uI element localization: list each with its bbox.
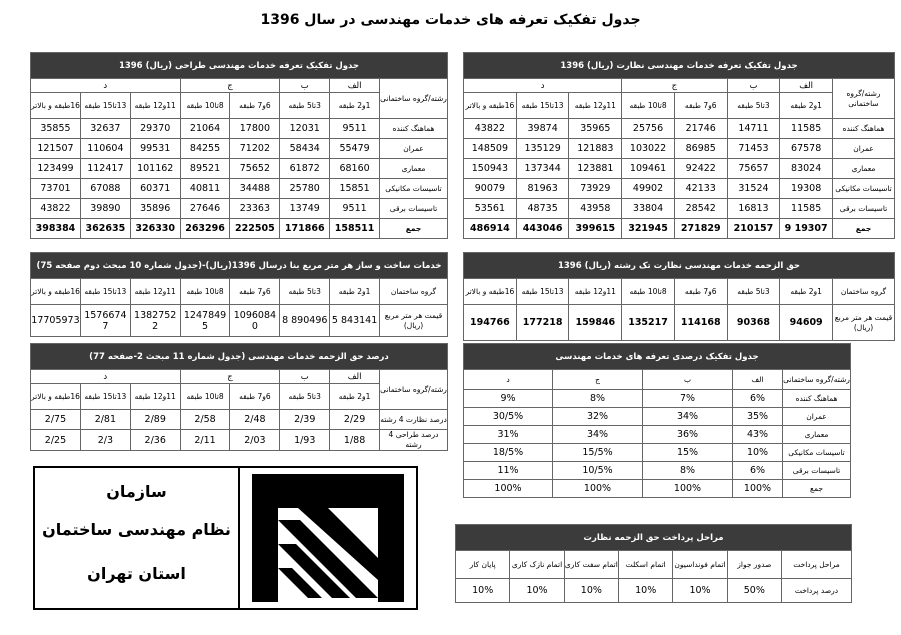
column-header: الف [733,370,783,390]
table-cell: 43% [733,426,783,444]
table-cell: 15851 [330,179,380,199]
table-cell: 49902 [622,179,675,199]
subcolumn-header: 3تا5 طبقه [280,93,330,119]
table-cell: 75652 [230,159,280,179]
subcolumn-header: 6و7 طبقه [230,279,280,305]
table-cell: 43958 [569,199,622,219]
table-cell: 34488 [230,179,280,199]
table-cell: 135217 [622,305,675,341]
subcolumn-header: 1و2 طبقه [780,93,833,119]
org-line-3: استان تهران [87,564,186,583]
subcolumn-header: 1و2 طبقه [330,384,380,410]
table-row [464,444,851,462]
table-cell: 2/75 [31,410,81,430]
subcolumn-header: 3تا5 طبقه [280,384,330,410]
table-cell: 326330 [130,219,180,239]
table-cell: 19308 [780,179,833,199]
engineering-organization-logo-icon [240,468,416,608]
organization-logo-box [238,466,418,610]
table-cell: 58434 [280,139,330,159]
table-cell: 84255 [180,139,230,159]
table-cell: 18/5% [464,444,553,462]
table-cell: 6% [733,462,783,480]
column-header: مراحل پرداخت [782,551,852,579]
subcolumn-header: 6و7 طبقه [674,93,727,119]
table-cell: 110604 [80,139,130,159]
group-header: ب [280,79,330,93]
table-cell: 71202 [230,139,280,159]
table-cell: 17800 [230,119,280,139]
group-header: د [464,79,622,93]
table-row [31,199,448,219]
table-cell: 2/03 [230,430,280,451]
table-cell: 73701 [31,179,81,199]
column-header: اتمام فونداسیون [673,551,727,579]
table-cell: 123499 [31,159,81,179]
table-cell: 15/5% [553,444,643,462]
table-cell: 67088 [80,179,130,199]
subcolumn-header: 13تا15 طبقه [516,93,569,119]
table-cell: 100% [643,480,733,498]
table-cell: 135129 [516,139,569,159]
group-header: الف [330,79,380,93]
row-header: رشته/گروه ساختمانی [833,79,895,119]
subcolumn-header: 3تا5 طبقه [280,279,330,305]
subcolumn-header: 11و12 طبقه [130,384,180,410]
table-cell: 99531 [130,139,180,159]
table-cell: 11585 [780,119,833,139]
subcolumn-header: 13تا15 طبقه [80,279,130,305]
column-header: د [464,370,553,390]
table-cell: 2/29 [330,410,380,430]
table-cell: 137344 [516,159,569,179]
table-cell: 35896 [130,199,180,219]
row-label: تاسیسات برقی [783,462,851,480]
table-cell: 123881 [569,159,622,179]
table-cell: 112417 [80,159,130,179]
group-header: ج [180,79,280,93]
table-row [464,480,851,498]
table-cell: 43822 [31,199,81,219]
table-cell: 443046 [516,219,569,239]
table-title: حق الزحمه خدمات مهندسی نظارت تک رشته (ریال) 1396 [464,253,895,279]
subcolumn-header: 8تا10 طبقه [180,384,230,410]
row-label: درصد طراحی 4 رشته [380,430,448,451]
subcolumn-header: 3تا5 طبقه [727,279,780,305]
fee-percent-table [30,343,448,451]
table-cell: 148509 [464,139,517,159]
table-cell: 321945 [622,219,675,239]
table-cell: 75657 [727,159,780,179]
row-label: هماهنگ کننده [783,390,851,408]
table-cell: 34% [553,426,643,444]
column-header: صدور جواز [727,551,781,579]
subcolumn-header: 13تا15 طبقه [516,279,569,305]
row-label: قیمت هر متر مربع (ریال) [833,305,895,341]
table-cell: 32637 [80,119,130,139]
table-cell: 101162 [130,159,180,179]
subcolumn-header: 16طبقه و بالاتر [31,93,81,119]
table-cell: 73929 [569,179,622,199]
table-cell: 67578 [780,139,833,159]
table-cell: 8% [553,390,643,408]
subcolumn-header: 13تا15 طبقه [80,93,130,119]
table-cell: 121507 [31,139,81,159]
table-cell: 90079 [464,179,517,199]
table-cell: 486914 [464,219,517,239]
organization-name-box [33,466,240,610]
table-title: جدول تفکیک تعرفه خدمات مهندسی نظارت (ریال) 1396 [464,53,895,79]
column-header: اتمام نازک کاری [510,551,564,579]
group-header: د [31,79,181,93]
row-label: هماهنگ کننده [380,119,448,139]
row-label: تاسیسات مکانیکی [783,444,851,462]
table-cell: 16813 [727,199,780,219]
table-title: درصد حق الزحمه خدمات مهندسی (جدول شماره 11 مبحث 2-صفحه 77) [31,344,448,370]
row-label: عمران [380,139,448,159]
table-cell: 398384 [31,219,81,239]
table-cell: 14711 [727,119,780,139]
table-cell: 100% [553,480,643,498]
table-cell: 103022 [622,139,675,159]
single-supervision-table [463,252,895,341]
table-cell: 8% [643,462,733,480]
construction-cost-table [30,252,448,337]
table-cell: 210157 [727,219,780,239]
table-cell: 100% [464,480,553,498]
subcolumn-header: 11و12 طبقه [569,279,622,305]
table-cell: 36% [643,426,733,444]
table-cell: 61872 [280,159,330,179]
table-cell: 71453 [727,139,780,159]
subcolumn-header: 6و7 طبقه [230,93,280,119]
table-cell: 90368 [727,305,780,341]
table-cell: 10% [673,579,727,603]
table-cell: 35965 [569,119,622,139]
table-cell: 1247849 5 [180,305,230,337]
table-cell: 83024 [780,159,833,179]
subcolumn-header: 8تا10 طبقه [622,93,675,119]
table-cell: 6% [733,390,783,408]
subcolumn-header: 11و12 طبقه [130,279,180,305]
table-cell: 1096084 0 [230,305,280,337]
table-cell: 25780 [280,179,330,199]
table-cell: 12031 [280,119,330,139]
table-cell: 39890 [80,199,130,219]
row-label: تاسیسات برقی [380,199,448,219]
row-header: رشته/گروه ساختمانی [380,79,448,119]
table-cell: 23363 [230,199,280,219]
table-cell: 53561 [464,199,517,219]
page-title: جدول تفکیک تعرفه های خدمات مهندسی در سال 1396 [260,12,641,28]
table-cell: 92422 [674,159,727,179]
table-cell: 2/81 [80,410,130,430]
table-row [464,179,895,199]
group-header: الف [780,79,833,93]
table-cell: 121883 [569,139,622,159]
table-cell: 60371 [130,179,180,199]
org-line-2: نظام مهندسی ساختمان [42,520,231,539]
subcolumn-header: 6و7 طبقه [674,279,727,305]
table-title: خدمات ساخت و ساز هر متر مربع بنا درسال 1396(ریال)-(جدول شماره 10 مبحث دوم صفحه 75) [31,253,448,279]
row-header: گروه ساختمان [833,279,895,305]
subcolumn-header: 8تا10 طبقه [180,93,230,119]
table-row [464,462,851,480]
row-label: جمع [833,219,895,239]
org-line-1: سازمان [106,482,167,501]
table-cell: 271829 [674,219,727,239]
subcolumn-header: 11و12 طبقه [569,93,622,119]
table-cell: 9% [464,390,553,408]
table-cell: 10% [456,579,510,603]
table-cell: 48735 [516,199,569,219]
column-header: اتمام سفت کاری [564,551,618,579]
group-header: د [31,370,181,384]
table-row [464,408,851,426]
table-row [464,219,895,239]
table-row [464,199,895,219]
table-cell: 171866 [280,219,330,239]
table-cell: 33804 [622,199,675,219]
table-cell: 362635 [80,219,130,239]
table-cell: 28542 [674,199,727,219]
table-title: جدول تفکیک درصدی تعرفه های خدمات مهندسی [464,344,851,370]
table-cell: 27646 [180,199,230,219]
table-row [464,159,895,179]
row-label: تاسیسات برقی [833,199,895,219]
table-cell: 7% [643,390,733,408]
table-cell: 263296 [180,219,230,239]
subcolumn-header: 8تا10 طبقه [622,279,675,305]
row-label: تاسیسات مکانیکی [380,179,448,199]
row-label: معماری [833,159,895,179]
table-cell: 17705973 [31,305,81,337]
row-label: قیمت هر متر مربع (ریال) [380,305,448,337]
table-cell: 890496 8 [280,305,330,337]
table-row [31,139,448,159]
row-header: گروه ساختمان [380,279,448,305]
table-cell: 39874 [516,119,569,139]
table-cell: 10% [619,579,673,603]
subcolumn-header: 16طبقه و بالاتر [31,279,81,305]
table-cell: 21064 [180,119,230,139]
table-row [464,139,895,159]
group-header: ج [180,370,280,384]
table-cell: 1/88 [330,430,380,451]
group-header: ب [280,370,330,384]
table-cell: 30/5% [464,408,553,426]
subcolumn-header: 3تا5 طبقه [727,93,780,119]
table-cell: 68160 [330,159,380,179]
table-cell: 10% [510,579,564,603]
table-cell: 35855 [31,119,81,139]
table-cell: 86985 [674,139,727,159]
table-title: مراحل پرداخت حق الزحمه نظارت [456,525,852,551]
group-header: ج [622,79,727,93]
subcolumn-header: 6و7 طبقه [230,384,280,410]
row-header: رشته/گروه ساختمانی [380,370,448,410]
table-row [31,410,448,430]
design-fee-table [30,52,448,239]
table-cell: 2/36 [130,430,180,451]
row-label: درصد نظارت 4 رشته [380,410,448,430]
table-cell: 21746 [674,119,727,139]
table-cell: 2/58 [180,410,230,430]
table-cell: 2/25 [31,430,81,451]
table-cell: 94609 [780,305,833,341]
table-cell: 10% [564,579,618,603]
table-row [31,430,448,451]
row-label: عمران [783,408,851,426]
table-cell: 31524 [727,179,780,199]
subcolumn-header: 1و2 طبقه [330,93,380,119]
table-cell: 2/89 [130,410,180,430]
table-cell: 32% [553,408,643,426]
payment-stages-table [455,524,852,603]
table-cell: 11% [464,462,553,480]
row-label: تاسیسات مکانیکی [833,179,895,199]
row-label: جمع [380,219,448,239]
row-label: معماری [783,426,851,444]
subcolumn-header: 1و2 طبقه [780,279,833,305]
table-cell: 150943 [464,159,517,179]
table-row [464,390,851,408]
table-cell: 399615 [569,219,622,239]
subcolumn-header: 1و2 طبقه [330,279,380,305]
table-cell: 43822 [464,119,517,139]
subcolumn-header: 16طبقه و بالاتر [464,93,517,119]
table-cell: 34% [643,408,733,426]
subcolumn-header: 13تا15 طبقه [80,384,130,410]
table-cell: 1576674 7 [80,305,130,337]
supervision-fee-table [463,52,895,239]
column-header: رشته/گروه ساختمانی [783,370,851,390]
table-cell: 25756 [622,119,675,139]
column-header: پایان کار [456,551,510,579]
row-label: درصد پرداخت [782,579,852,603]
column-header: ج [553,370,643,390]
group-header: ب [727,79,780,93]
row-label: جمع [783,480,851,498]
table-row [31,219,448,239]
table-cell: 11585 [780,199,833,219]
table-cell: 158511 [330,219,380,239]
table-cell: 40811 [180,179,230,199]
table-cell: 1382752 2 [130,305,180,337]
row-label: عمران [833,139,895,159]
table-cell: 1/93 [280,430,330,451]
table-cell: 109461 [622,159,675,179]
table-cell: 35% [733,408,783,426]
table-cell: 2/48 [230,410,280,430]
table-cell: 81963 [516,179,569,199]
subcolumn-header: 8تا10 طبقه [180,279,230,305]
subcolumn-header: 11و12 طبقه [130,93,180,119]
table-row [464,119,895,139]
table-cell: 177218 [516,305,569,341]
table-cell: 100% [733,480,783,498]
table-cell: 2/3 [80,430,130,451]
table-cell: 15% [643,444,733,462]
subcolumn-header: 16طبقه و بالاتر [464,279,517,305]
table-cell: 2/39 [280,410,330,430]
table-row [31,159,448,179]
table-row [31,179,448,199]
row-label: هماهنگ کننده [833,119,895,139]
group-header: الف [330,370,380,384]
table-cell: 31% [464,426,553,444]
table-cell: 9511 [330,119,380,139]
table-cell: 13749 [280,199,330,219]
column-header: اتمام اسکلت [619,551,673,579]
table-cell: 843141 5 [330,305,380,337]
percent-split-table [463,343,851,498]
row-label: معماری [380,159,448,179]
column-header: ب [643,370,733,390]
table-cell: 42133 [674,179,727,199]
table-cell: 222505 [230,219,280,239]
table-cell: 10% [733,444,783,462]
table-cell: 194766 [464,305,517,341]
table-cell: 55479 [330,139,380,159]
table-cell: 10/5% [553,462,643,480]
table-cell: 50% [727,579,781,603]
table-cell: 114168 [674,305,727,341]
table-cell: 89521 [180,159,230,179]
subcolumn-header: 16طبقه و بالاتر [31,384,81,410]
table-cell: 19307 9 [780,219,833,239]
table-row [464,426,851,444]
table-cell: 159846 [569,305,622,341]
table-cell: 29370 [130,119,180,139]
table-cell: 2/11 [180,430,230,451]
table-row [31,119,448,139]
table-cell: 9511 [330,199,380,219]
table-title: جدول تفکیک تعرفه خدمات مهندسی طراحی (ریال) 1396 [31,53,448,79]
